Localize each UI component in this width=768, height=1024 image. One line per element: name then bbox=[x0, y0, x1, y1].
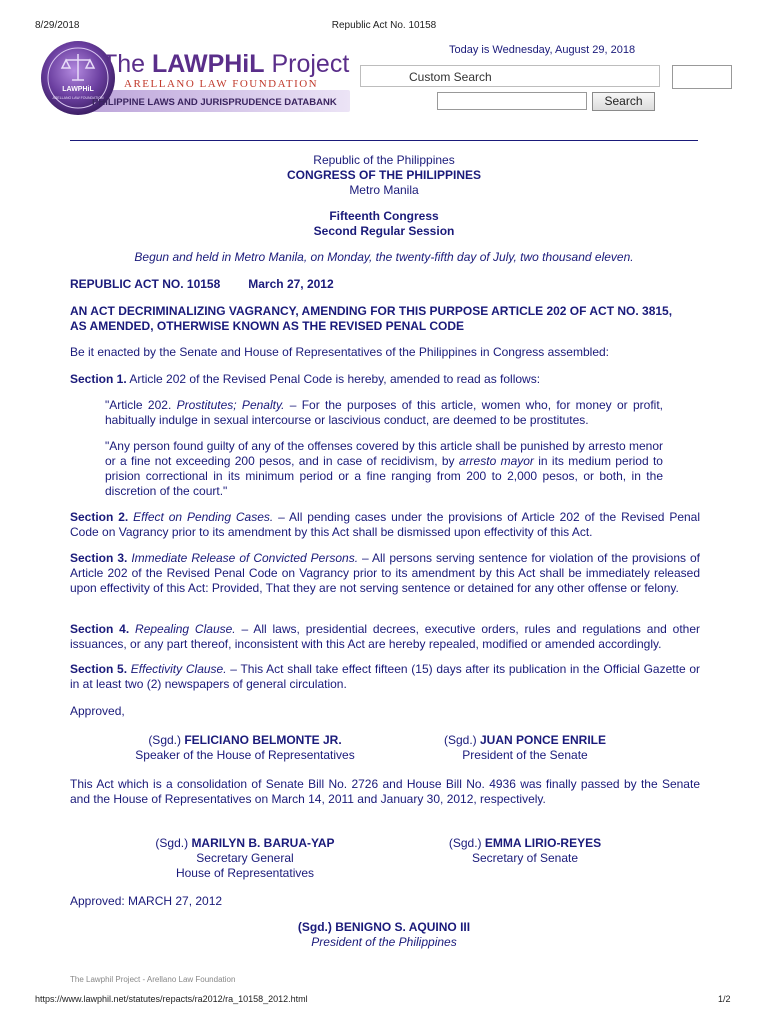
senate-president-signature: (Sgd.) JUAN PONCE ENRILE President of the Senate bbox=[443, 733, 607, 762]
session-heading bbox=[0, 209, 768, 239]
section-3: Section 3. Immediate Release of Convicted Persons. – All persons serving sentence for violation of the provisions of Article 202 of the Revised Penal Code on Vagrancy prior to its amendment by this Act shall be immediately released upon effectivity of this Act: Provided, That they are not serving sentence or detained for any other offense or felony. bbox=[70, 551, 701, 595]
begun-line: Begun and held in Metro Manila, on Monday, the twenty-fifth day of July, two thousand eleven. bbox=[134, 250, 634, 264]
congress-line: CONGRESS OF THE PHILIPPINES bbox=[286, 168, 482, 182]
search-input[interactable] bbox=[437, 92, 587, 110]
president-signature: (Sgd.) BENIGNO S. AQUINO III President of the Philippines bbox=[297, 920, 471, 949]
custom-search-label: Custom Search bbox=[409, 70, 492, 84]
congress-number: Fifteenth Congress bbox=[329, 209, 439, 223]
senate-secretary-signature: (Sgd.) EMMA LIRIO-REYES Secretary of Senate bbox=[448, 836, 602, 865]
section-1-quote-a: "Article 202. Prostitutes; Penalty. – For the purposes of this article, women who, for money or profit, habitually indulge in sexual intercourse or lascivious conduct, are deemed to be prostitutes. bbox=[105, 398, 663, 427]
seal-ring-text: ARELLANO LAW FOUNDATION bbox=[52, 96, 104, 100]
custom-search-box[interactable] bbox=[360, 65, 660, 87]
document-heading bbox=[0, 153, 768, 198]
republic-line: Republic of the Philippines bbox=[313, 153, 455, 167]
enacting-clause: Be it enacted by the Senate and House of Representatives of the Philippines in Congress assembled: bbox=[70, 345, 609, 359]
consolidation-note: This Act which is a consolidation of Senate Bill No. 2726 and House Bill No. 4936 was finally passed by the Senate and the House of Representatives on March 14, 2011 and January 30, 2012, respectively. bbox=[70, 777, 700, 806]
act-title: AN ACT DECRIMINALIZING VAGRANCY, AMENDING FOR THIS PURPOSE ARTICLE 202 OF ACT NO. 3815, AS AMENDED, OTHERWISE KNOWN AS THE REVISED PENAL CODE bbox=[70, 304, 673, 333]
session-line: Second Regular Session bbox=[313, 224, 455, 238]
header-divider bbox=[70, 140, 698, 141]
lawphil-logo[interactable] bbox=[40, 40, 360, 122]
section-1: Section 1. Article 202 of the Revised Penal Code is hereby, amended to read as follows: bbox=[70, 372, 541, 386]
section-5: Section 5. Effectivity Clause. – This Act shall take effect fifteen (15) days after its publication in the Official Gazette or in at least two (2) newspapers of general circulation. bbox=[70, 662, 701, 691]
search-button[interactable]: Search bbox=[592, 92, 655, 111]
approved-label: Approved, bbox=[70, 704, 125, 718]
footer-url[interactable]: https://www.lawphil.net/statutes/repacts/ra2012/ra_10158_2012.html bbox=[35, 994, 308, 1004]
secretary-general-signature: (Sgd.) MARILYN B. BARUA-YAP Secretary General House of Representatives bbox=[155, 836, 335, 880]
search-side-box[interactable] bbox=[672, 65, 732, 89]
section-4: Section 4. Repealing Clause. – All laws, presidential decrees, executive orders, rules and regulations and other issuances, or any part thereof, inconsistent with this Act are hereby repealed, modified or amended accordingly. bbox=[70, 622, 700, 651]
logo-title: The LAWPHiL Project bbox=[102, 50, 350, 78]
footer-page-number: 1/2 bbox=[718, 994, 731, 1004]
approved-date: Approved: MARCH 27, 2012 bbox=[70, 894, 223, 908]
logo-tagline: PHILIPPINE LAWS AND JURISPRUDENCE DATABANK bbox=[92, 97, 337, 108]
today-date: Today is Wednesday, August 29, 2018 bbox=[449, 44, 636, 56]
print-title: Republic Act No. 10158 bbox=[331, 20, 437, 31]
act-number: REPUBLIC ACT NO. 10158 March 27, 2012 bbox=[70, 277, 334, 291]
seal-label: LAWPHiL bbox=[62, 86, 94, 93]
section-2: Section 2. Effect on Pending Cases. – All pending cases under the provisions of Article 202 of the Revised Penal Code on Vagrancy prior to its amendment by this Act shall be dismissed upon effectivity of this Act. bbox=[70, 510, 701, 539]
speaker-signature: (Sgd.) FELICIANO BELMONTE JR. Speaker of the House of Representatives bbox=[135, 733, 355, 762]
section-1-quote-b: "Any person found guilty of any of the offenses covered by this article shall be punished by arresto menor or a fine not exceeding 200 pesos, and in case of recidivism, by arresto mayor in its medium period to prision correctional in its minimum period or a fine ranging from 200 to 2,000 pesos, or both, in the discretion of the court." bbox=[105, 439, 663, 498]
print-date: 8/29/2018 bbox=[35, 20, 80, 31]
logo-subtitle: ARELLANO LAW FOUNDATION bbox=[124, 78, 319, 90]
city-line: Metro Manila bbox=[349, 183, 419, 197]
footer-credit: The Lawphil Project - Arellano Law Foundation bbox=[70, 975, 236, 984]
